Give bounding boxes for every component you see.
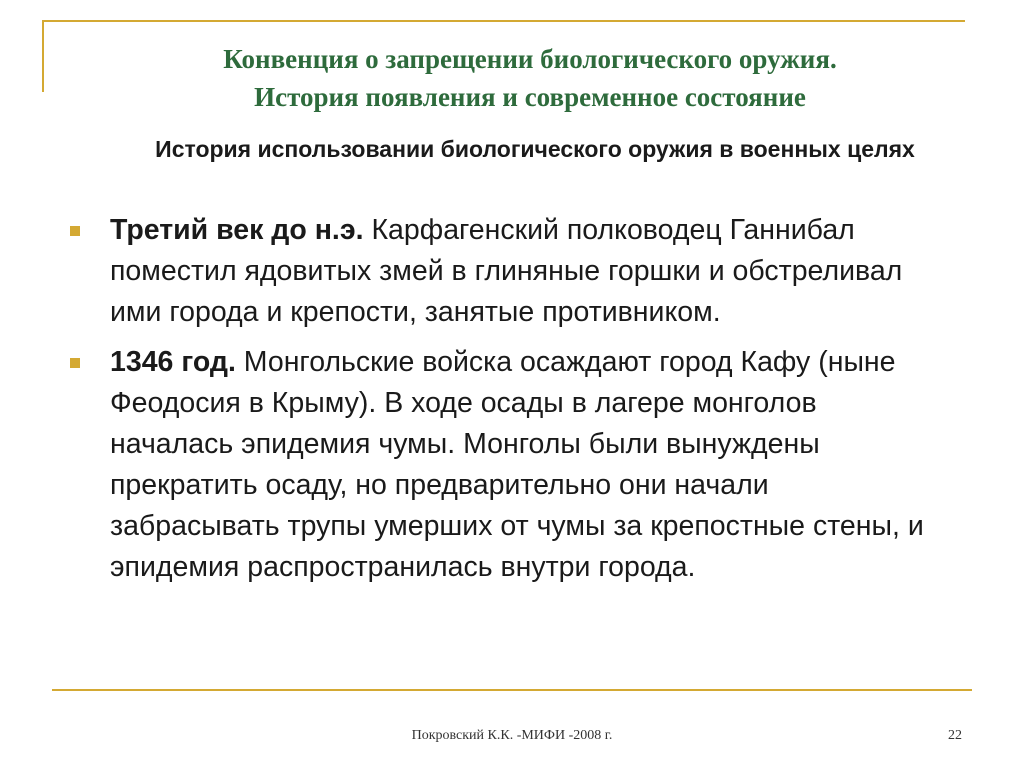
bullet-list [66,210,946,597]
page-number: 22 [948,728,962,743]
left-frame-line [42,20,44,92]
slide-title [90,40,970,116]
square-bullet-icon [70,358,80,368]
slide-subtitle: История использовании биологического оружия в военных целях [155,136,915,162]
bullet-item [66,342,946,588]
bullet-lead: 1346 год. [110,346,244,378]
bottom-frame-line [52,689,972,691]
bullet-text: Монгольские войска осаждают город Кафу (ныне Феодосия в Крыму). В ходе осады в лагере монголов началась эпидемия чумы. Монголы были вынуждены прекратить осаду, но предварительно они начали забрасывать трупы умерших от чумы за крепостные стены, и эпидемия распространилась внутри города. [110,346,924,583]
slide-title-line-2: История появления и современное состояние [254,82,806,112]
slide-footer: Покровский К.К. -МИФИ -2008 г. [411,728,613,743]
top-frame-line [42,20,965,22]
bullet-text: Карфагенский полководец Ганнибал поместил ядовитых змей в глиняные горшки и обстреливал ими города и крепости, занятые противником. [110,214,903,328]
slide-title-line-1: Конвенция о запрещении биологического оружия. [223,44,837,74]
bullet-item [66,210,946,333]
bullet-lead: Третий век до н.э. [110,214,372,246]
square-bullet-icon [70,226,80,236]
